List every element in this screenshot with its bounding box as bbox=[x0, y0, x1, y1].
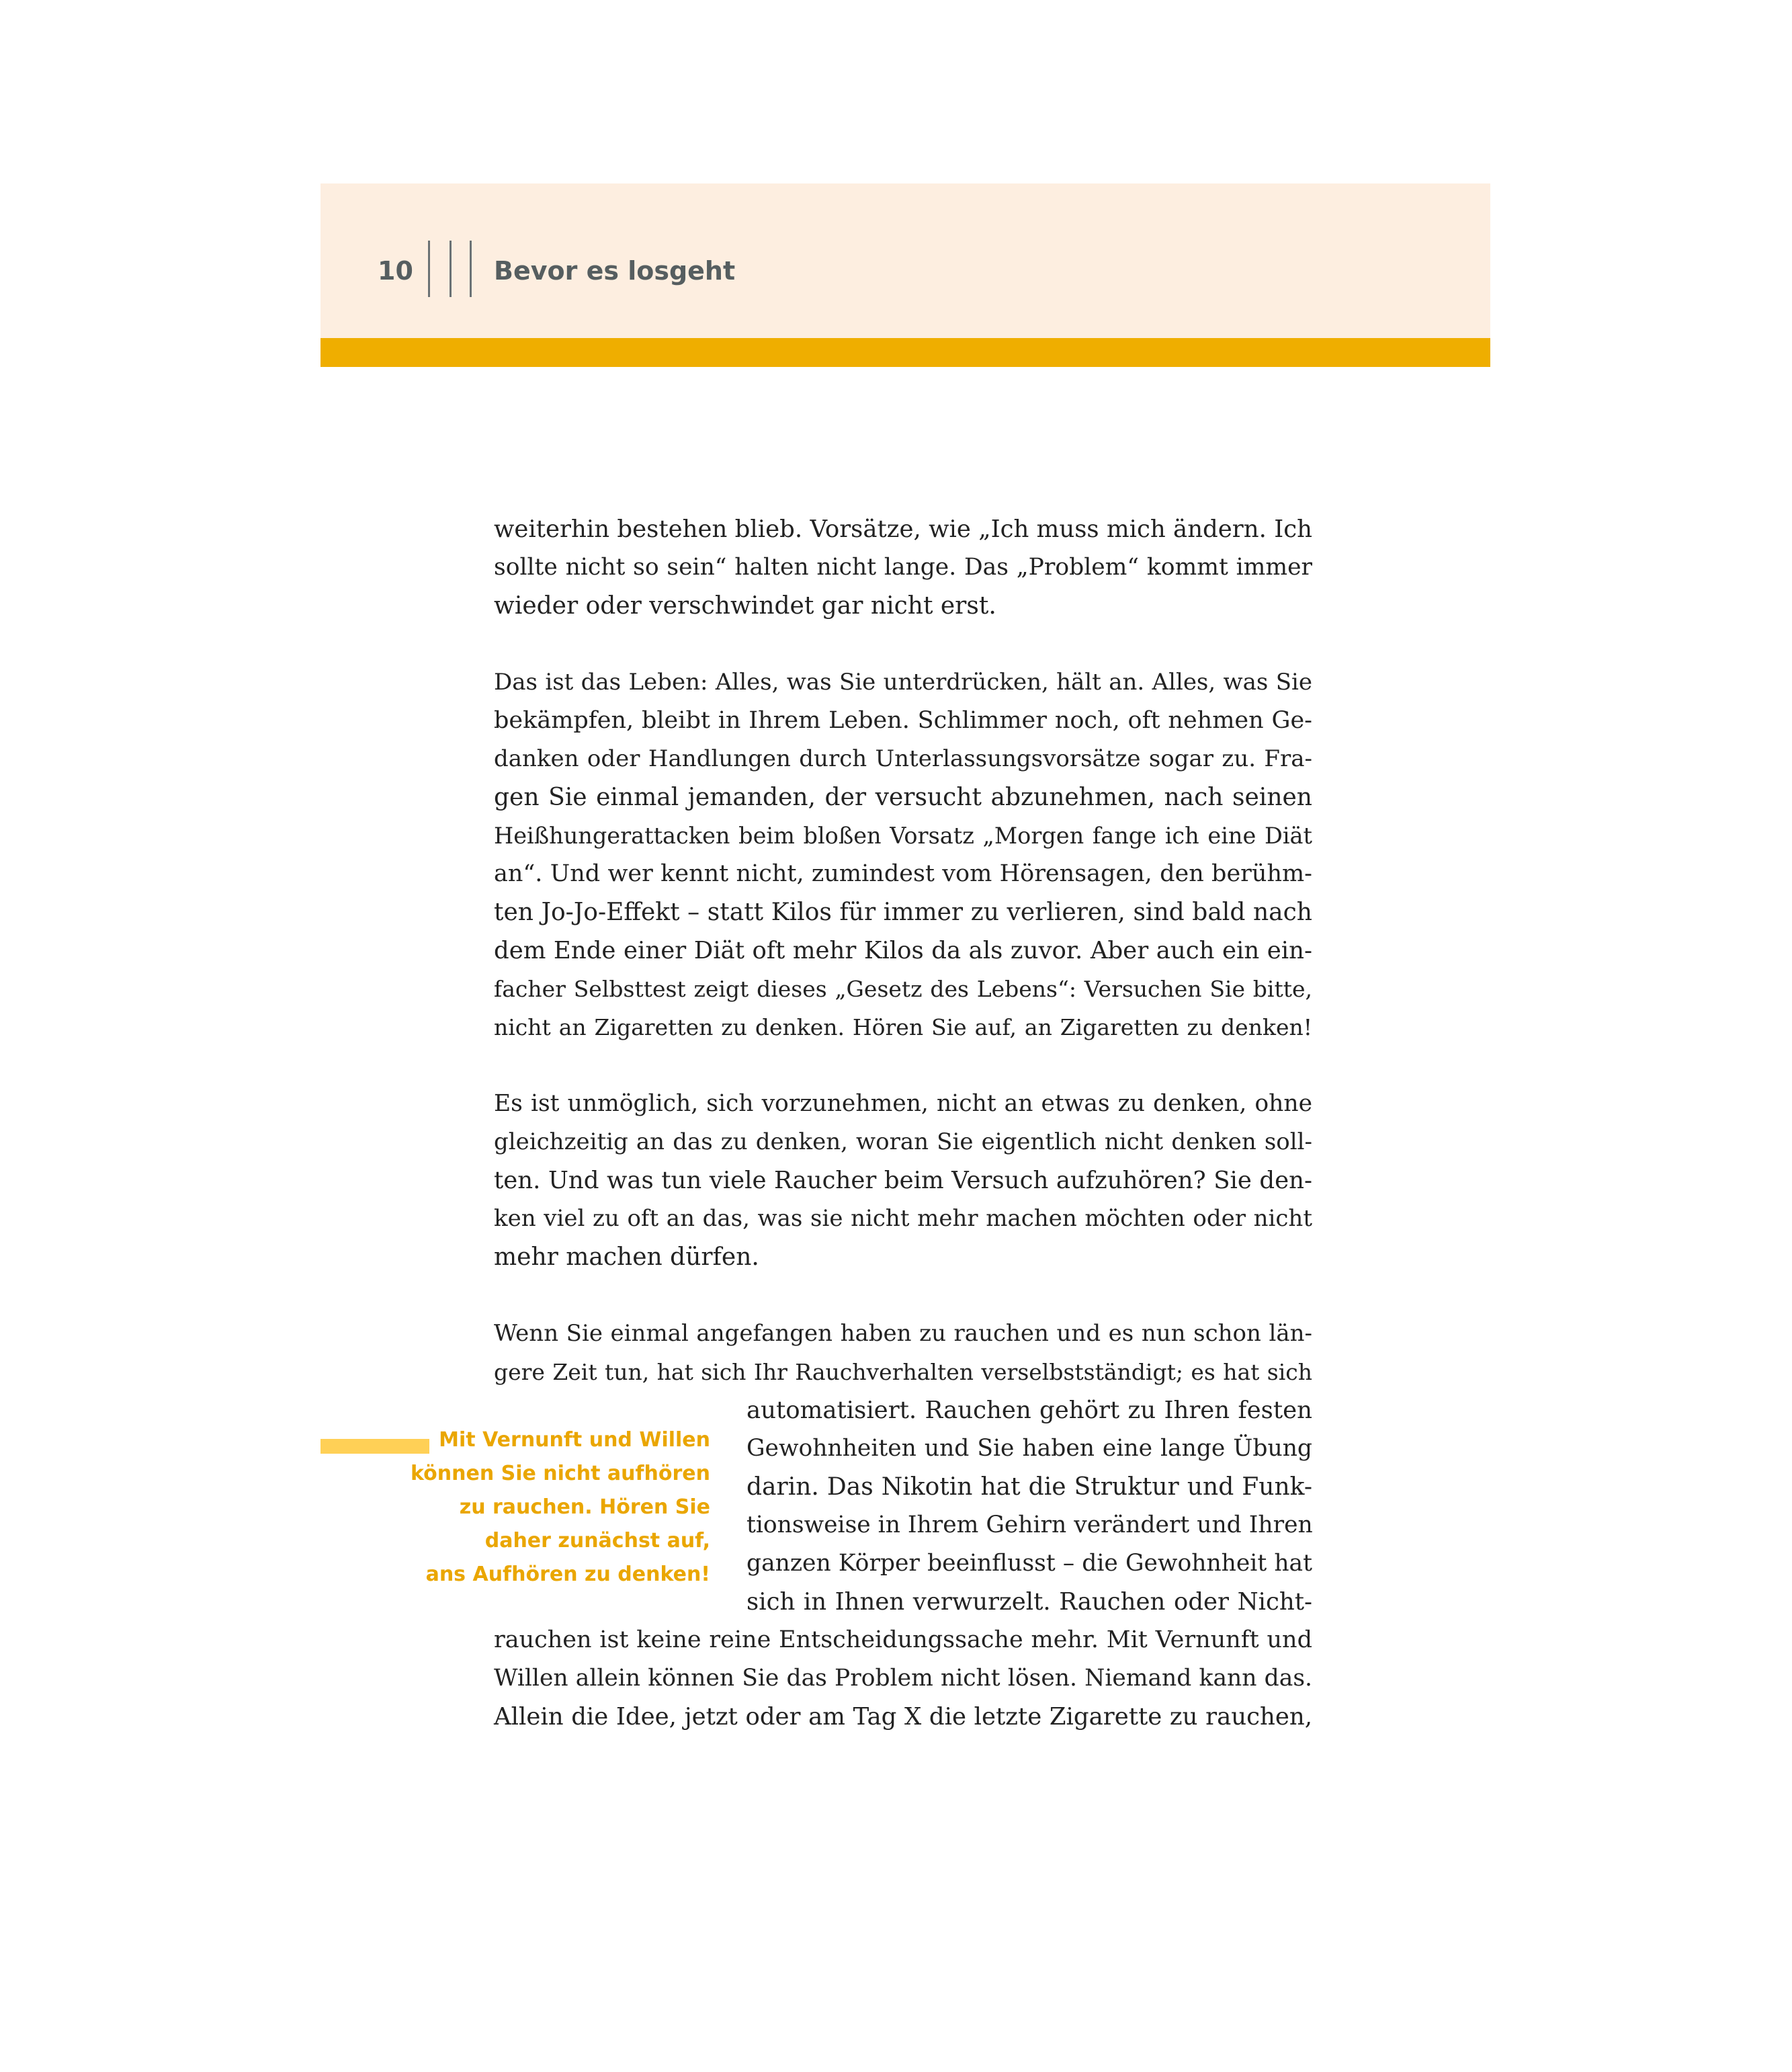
body-text-line: bekämpfen, bleibt in Ihrem Leben. Schlimmer noch, oft nehmen Ge- bbox=[494, 707, 1312, 734]
body-text-line: darin. Das Nikotin hat die Struktur und Funk- bbox=[746, 1473, 1312, 1501]
body-text-line: gleichzeitig an das zu denken, woran Sie eigentlich nicht denken soll- bbox=[494, 1128, 1312, 1155]
body-text-line: ten. Und was tun viele Raucher beim Versuch aufzuhören? Sie den- bbox=[494, 1167, 1312, 1194]
header-divider-line bbox=[450, 241, 452, 297]
body-text-line: ten Jo-Jo-Effekt – statt Kilos für immer zu verlieren, sind bald nach bbox=[494, 899, 1312, 926]
pull-quote-line: daher zunächst auf, bbox=[484, 1529, 710, 1552]
header-accent-stripe bbox=[321, 338, 1490, 367]
body-text-line: sollte nicht so sein“ halten nicht lange. Das „Problem“ kommt immer bbox=[494, 554, 1312, 581]
body-text-line: Allein die Idee, jetzt oder am Tag X die letzte Zigarette zu rauchen, bbox=[494, 1703, 1312, 1731]
body-text-line: nicht an Zigaretten zu denken. Hören Sie auf, an Zigaretten zu denken! bbox=[494, 1014, 1312, 1040]
pull-quote-line: ans Aufhören zu denken! bbox=[425, 1563, 710, 1586]
body-text-line: rauchen ist keine reine Entscheidungssache mehr. Mit Vernunft und bbox=[494, 1626, 1312, 1653]
page-number: 10 bbox=[378, 256, 413, 286]
body-text-line: gere Zeit tun, hat sich Ihr Rauchverhalten verselbstständigt; es hat sich bbox=[494, 1359, 1312, 1385]
header-divider-line bbox=[428, 241, 430, 297]
body-text-line: an“. Und wer kennt nicht, zumindest vom Hörensagen, den berühm- bbox=[494, 860, 1312, 887]
body-text-line: weiterhin bestehen blieb. Vorsätze, wie „Ich muss mich ändern. Ich bbox=[494, 515, 1312, 543]
body-text-line: wieder oder verschwindet gar nicht erst. bbox=[494, 592, 996, 620]
body-text-line: gen Sie einmal jemanden, der versucht abzunehmen, nach seinen bbox=[494, 784, 1312, 811]
body-text-line: facher Selbsttest zeigt dieses „Gesetz des Lebens“: Versuchen Sie bitte, bbox=[494, 976, 1312, 1002]
pull-quote-line: können Sie nicht aufhören bbox=[411, 1462, 710, 1485]
pull-quote-line: zu rauchen. Hören Sie bbox=[459, 1495, 710, 1519]
header-divider-line bbox=[470, 241, 472, 297]
body-text-line: Heißhungerattacken beim bloßen Vorsatz „Morgen fange ich eine Diät bbox=[494, 823, 1312, 849]
body-text-line: danken oder Handlungen durch Unterlassungsvorsätze sogar zu. Fra- bbox=[494, 745, 1312, 772]
chapter-title: Bevor es losgeht bbox=[494, 256, 736, 286]
body-text-line: ken viel zu oft an das, was sie nicht mehr machen möchten oder nicht bbox=[494, 1205, 1312, 1232]
body-text-line: Wenn Sie einmal angefangen haben zu rauchen und es nun schon län- bbox=[494, 1320, 1312, 1347]
body-text-line: Gewohnheiten und Sie haben eine lange Übung bbox=[746, 1435, 1312, 1462]
body-text-line: mehr machen dürfen. bbox=[494, 1243, 759, 1271]
body-text-line: automatisiert. Rauchen gehört zu Ihren festen bbox=[746, 1397, 1312, 1424]
body-text-line: tionsweise in Ihrem Gehirn verändert und Ihren bbox=[746, 1511, 1313, 1538]
body-text-line: dem Ende einer Diät oft mehr Kilos da als zuvor. Aber auch ein ein- bbox=[494, 937, 1312, 964]
body-text-line: Das ist das Leben: Alles, was Sie unterdrücken, hält an. Alles, was Sie bbox=[494, 669, 1312, 696]
body-text-line: Es ist unmöglich, sich vorzunehmen, nicht an etwas zu denken, ohne bbox=[494, 1090, 1312, 1117]
body-text-line: ganzen Körper beeinflusst – die Gewohnheit hat bbox=[746, 1550, 1312, 1577]
body-text-line: sich in Ihnen verwurzelt. Rauchen oder Nicht- bbox=[746, 1588, 1312, 1616]
body-text-line: Willen allein können Sie das Problem nicht lösen. Niemand kann das. bbox=[494, 1665, 1312, 1692]
pull-quote-line: Mit Vernunft und Willen bbox=[439, 1428, 710, 1452]
